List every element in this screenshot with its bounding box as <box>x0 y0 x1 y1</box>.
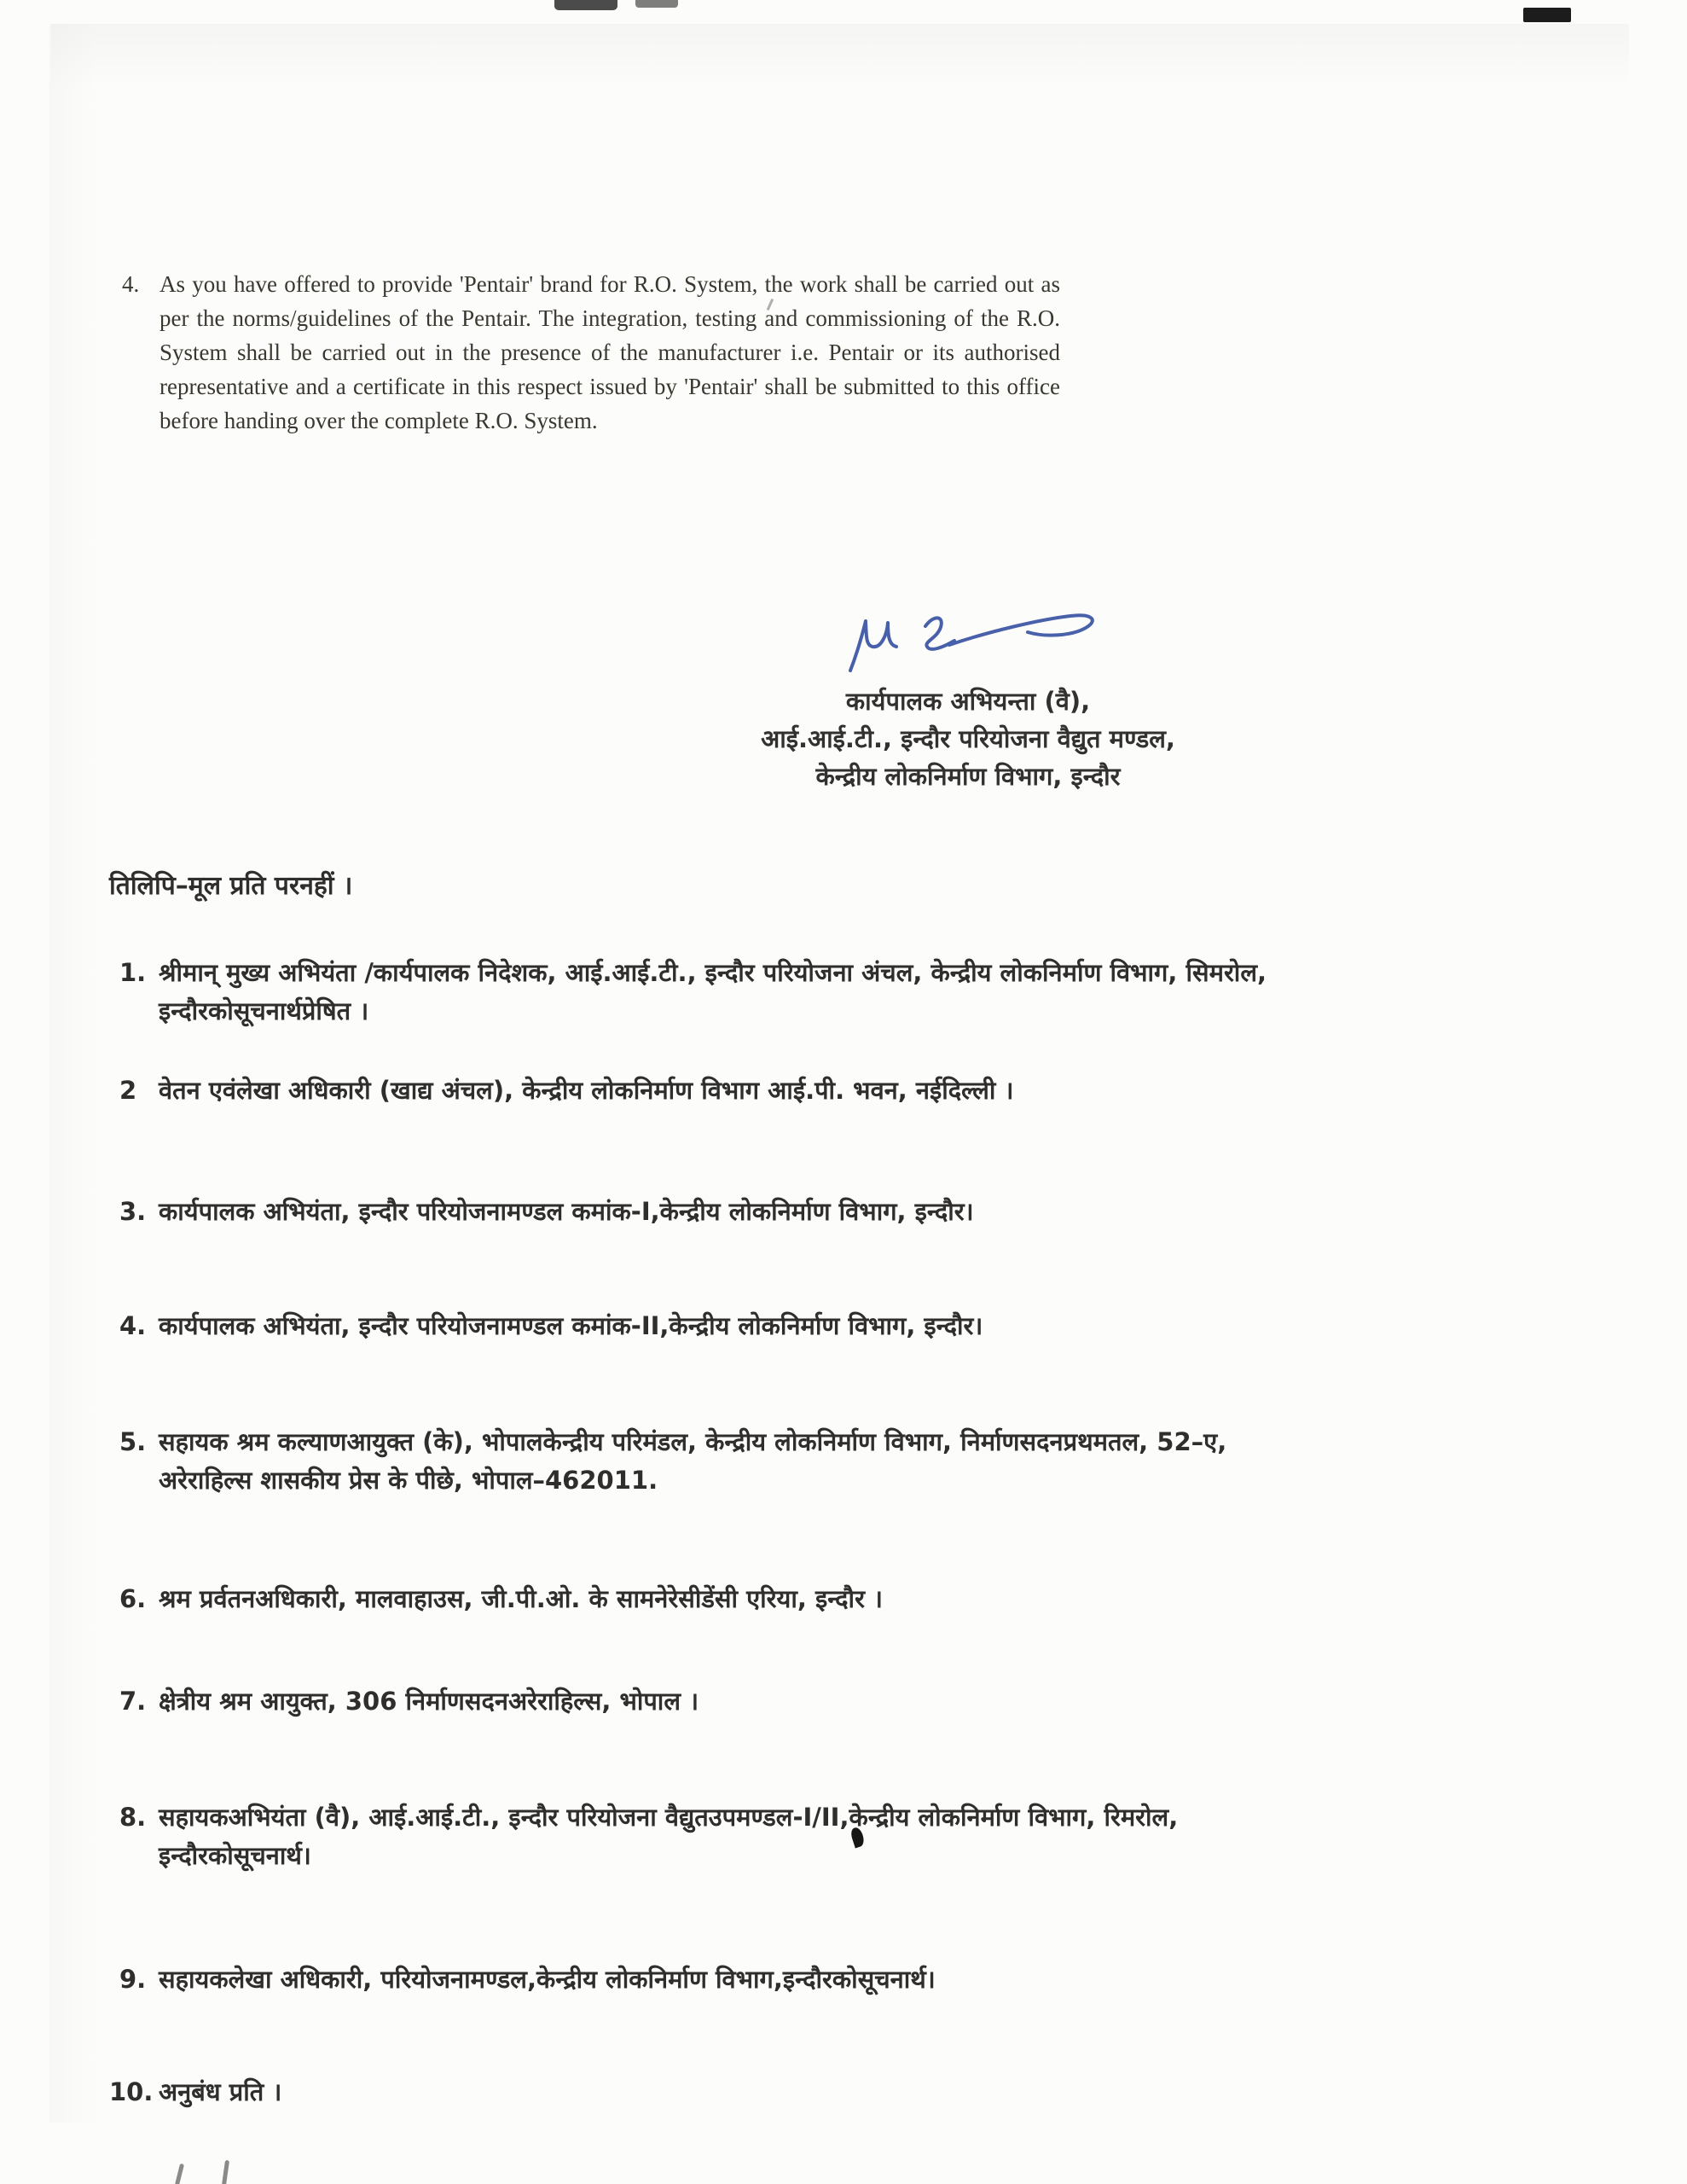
scan-artifact-bar <box>1523 8 1571 22</box>
recipient-text: सहायकअभियंता (वै), आई.आई.टी., इन्दौर परियोजना वैद्युतउपमण्डल-I/II,केन्द्रीय लोकनिर्माण विभाग, रिमरोल, इन्दौरकोसूचनार्थ। <box>159 1803 1179 1870</box>
clause-text: As you have offered to provide 'Pentair' brand for R.O. System, the work shall be carried out as per the norms/guidelines of the Pentair. The integration, testing and commissioning of the R.O. System shall be carried out in the presence of the manufacturer i.e. Pentair or its authorised representative and a certificate in this respect issued by 'Pentair' shall be submitted to this office before handing over the complete R.O. System. <box>159 271 1060 433</box>
scan-artifact-smudge <box>554 0 617 10</box>
signatory-department: केन्द्रीय लोकनिर्माण विभाग, इन्दौर <box>815 762 1121 791</box>
recipient-number: 4. <box>119 1311 147 1340</box>
clause-number: 4. <box>122 271 140 297</box>
recipient-number: 3. <box>119 1197 147 1226</box>
recipient-number: 1. <box>119 958 147 987</box>
signatory-office: आई.आई.टी., इन्दौर परियोजना वैद्युत मण्डल, <box>761 724 1175 753</box>
recipient-text: क्षेत्रीय श्रम आयुक्त, 306 निर्माणसदनअरेराहिल्स, भोपाल । <box>159 1687 699 1716</box>
recipient-row-8 <box>119 1798 1279 1875</box>
recipient-number: 8. <box>119 1803 147 1832</box>
recipient-row-7 <box>119 1682 1309 1721</box>
recipient-text: सहायकलेखा अधिकारी, परियोजनामण्डल,केन्द्रीय लोकनिर्माण विभाग,इन्दौरकोसूचनार्थ। <box>159 1965 936 1994</box>
clause-4-paragraph <box>122 267 1060 438</box>
handwriting-fragment <box>222 2160 229 2184</box>
copy-to-heading: तिलिपि–मूल प्रति परनहीं । <box>109 871 353 901</box>
recipient-text: श्रम प्रर्वतनअधिकारी, मालवाहाउस, जी.पी.ओ. के सामनेरेसीडेंसी एरिया, इन्दौर । <box>159 1584 884 1613</box>
recipient-text: अनुबंध प्रति । <box>159 2077 282 2106</box>
scan-shading-left <box>49 24 101 2123</box>
recipient-number: 5. <box>119 1427 147 1456</box>
recipient-text: वेतन एवंलेखा अधिकारी (खाद्य अंचल), केन्द्रीय लोकनिर्माण विभाग आई.पी. भवन, नईदिल्ली । <box>159 1076 1014 1105</box>
recipient-row-6 <box>119 1580 1309 1618</box>
handwriting-fragment <box>175 2164 184 2184</box>
recipient-row-9 <box>119 1960 1309 1999</box>
recipient-number: 10. <box>109 2077 154 2106</box>
recipient-number: 9. <box>119 1965 147 1994</box>
recipient-text: कार्यपालक अभियंता, इन्दौर परियोजनामण्डल कमांक-II,केन्द्रीय लोकनिर्माण विभाग, इन्दौर। <box>159 1311 983 1340</box>
signatory-title: कार्यपालक अभियन्ता (वै), <box>845 687 1091 716</box>
signatory-designation-block <box>716 682 1220 795</box>
recipient-text: श्रीमान् मुख्य अभियंता /कार्यपालक निदेशक, आई.आई.टी., इन्दौर परियोजना अंचल, केन्द्रीय लोकनिर्माण विभाग, सिमरोल, इन्दौरकोसूचनार्थप्रेषित । <box>159 958 1267 1025</box>
recipient-text: कार्यपालक अभियंता, इन्दौर परियोजनामण्डल कमांक-I,केन्द्रीय लोकनिर्माण विभाग, इन्दौर। <box>159 1197 974 1226</box>
recipient-text: सहायक श्रम कल्याणआयुक्त (के), भोपालकेन्द्रीय परिमंडल, केन्द्रीय लोकनिर्माण विभाग, निर्माणसदनप्रथमतल, 52–ए, अरेराहिल्स शासकीय प्रेस के पीछे, भोपाल–462011. <box>159 1427 1227 1495</box>
recipient-number: 7. <box>119 1687 147 1716</box>
scan-artifact-smudge <box>635 0 678 8</box>
recipient-row-2 <box>119 1072 1279 1110</box>
recipient-row-5 <box>119 1423 1279 1500</box>
handwritten-ink-signature-icon <box>840 587 1106 682</box>
recipient-row-1 <box>119 954 1309 1031</box>
recipient-row-4 <box>119 1307 1309 1345</box>
recipient-row-10 <box>109 2073 1299 2111</box>
recipient-number: 6. <box>119 1584 147 1613</box>
recipient-row-3 <box>119 1193 1309 1231</box>
scan-shading-top <box>51 24 1629 101</box>
recipient-number: 2 <box>119 1076 137 1105</box>
